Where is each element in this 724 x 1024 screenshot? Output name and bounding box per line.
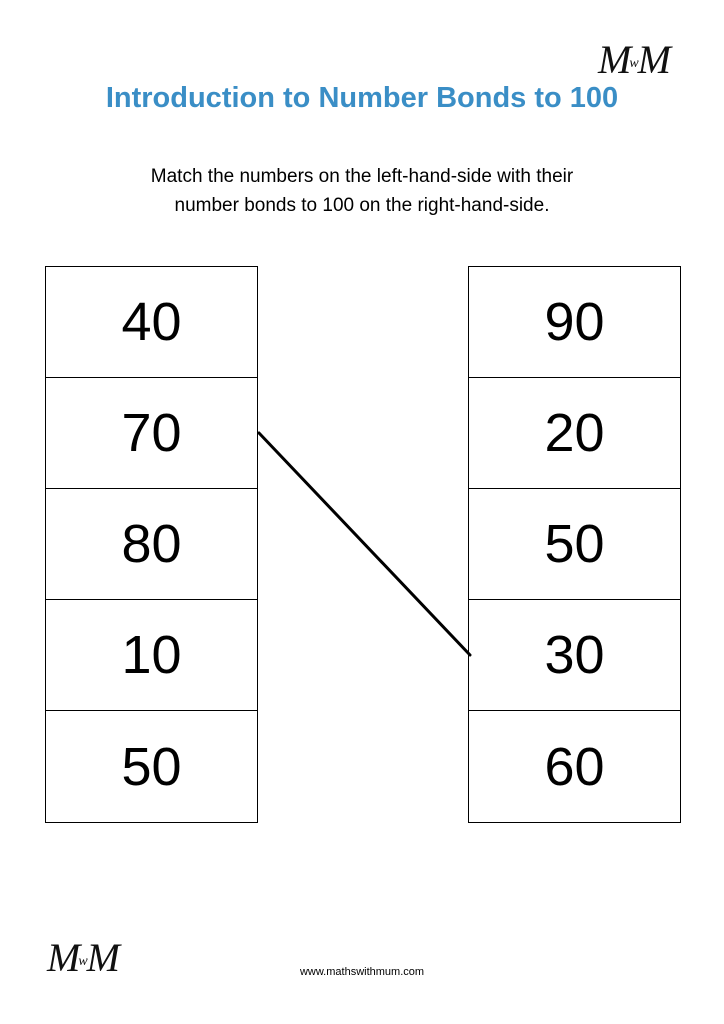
logo-initial: M <box>86 935 118 980</box>
logo-initial: M <box>637 37 669 82</box>
right-number-cell[interactable]: 90 <box>469 267 680 378</box>
left-number-column <box>45 266 258 823</box>
instructions-line: number bonds to 100 on the right-hand-side. <box>174 195 550 216</box>
left-number-cell[interactable]: 70 <box>46 378 257 489</box>
logo-middle: w <box>78 954 87 969</box>
right-number-cell[interactable]: 20 <box>469 378 680 489</box>
left-number-cell[interactable]: 10 <box>46 600 257 711</box>
right-number-cell[interactable]: 30 <box>469 600 680 711</box>
right-number-cell[interactable]: 60 <box>544 736 605 797</box>
logo-initial: M <box>47 935 79 980</box>
instructions <box>0 162 724 220</box>
logo-initial: M <box>598 37 630 82</box>
right-number-cell[interactable]: 50 <box>469 489 680 600</box>
logo-middle: w <box>629 56 638 71</box>
page-title: Introduction to Number Bonds to 100 <box>105 82 619 114</box>
right-number-column <box>468 266 681 823</box>
left-number-cell[interactable]: 40 <box>46 267 257 378</box>
logo-top <box>598 37 669 82</box>
left-number-cell[interactable]: 80 <box>46 489 257 600</box>
match-connector-line <box>259 433 470 655</box>
instructions-line: Match the numbers on the left-hand-side with their <box>150 166 574 187</box>
left-number-cell[interactable]: 50 <box>121 736 182 797</box>
footer-url[interactable]: www.mathswithmum.com <box>299 966 425 978</box>
